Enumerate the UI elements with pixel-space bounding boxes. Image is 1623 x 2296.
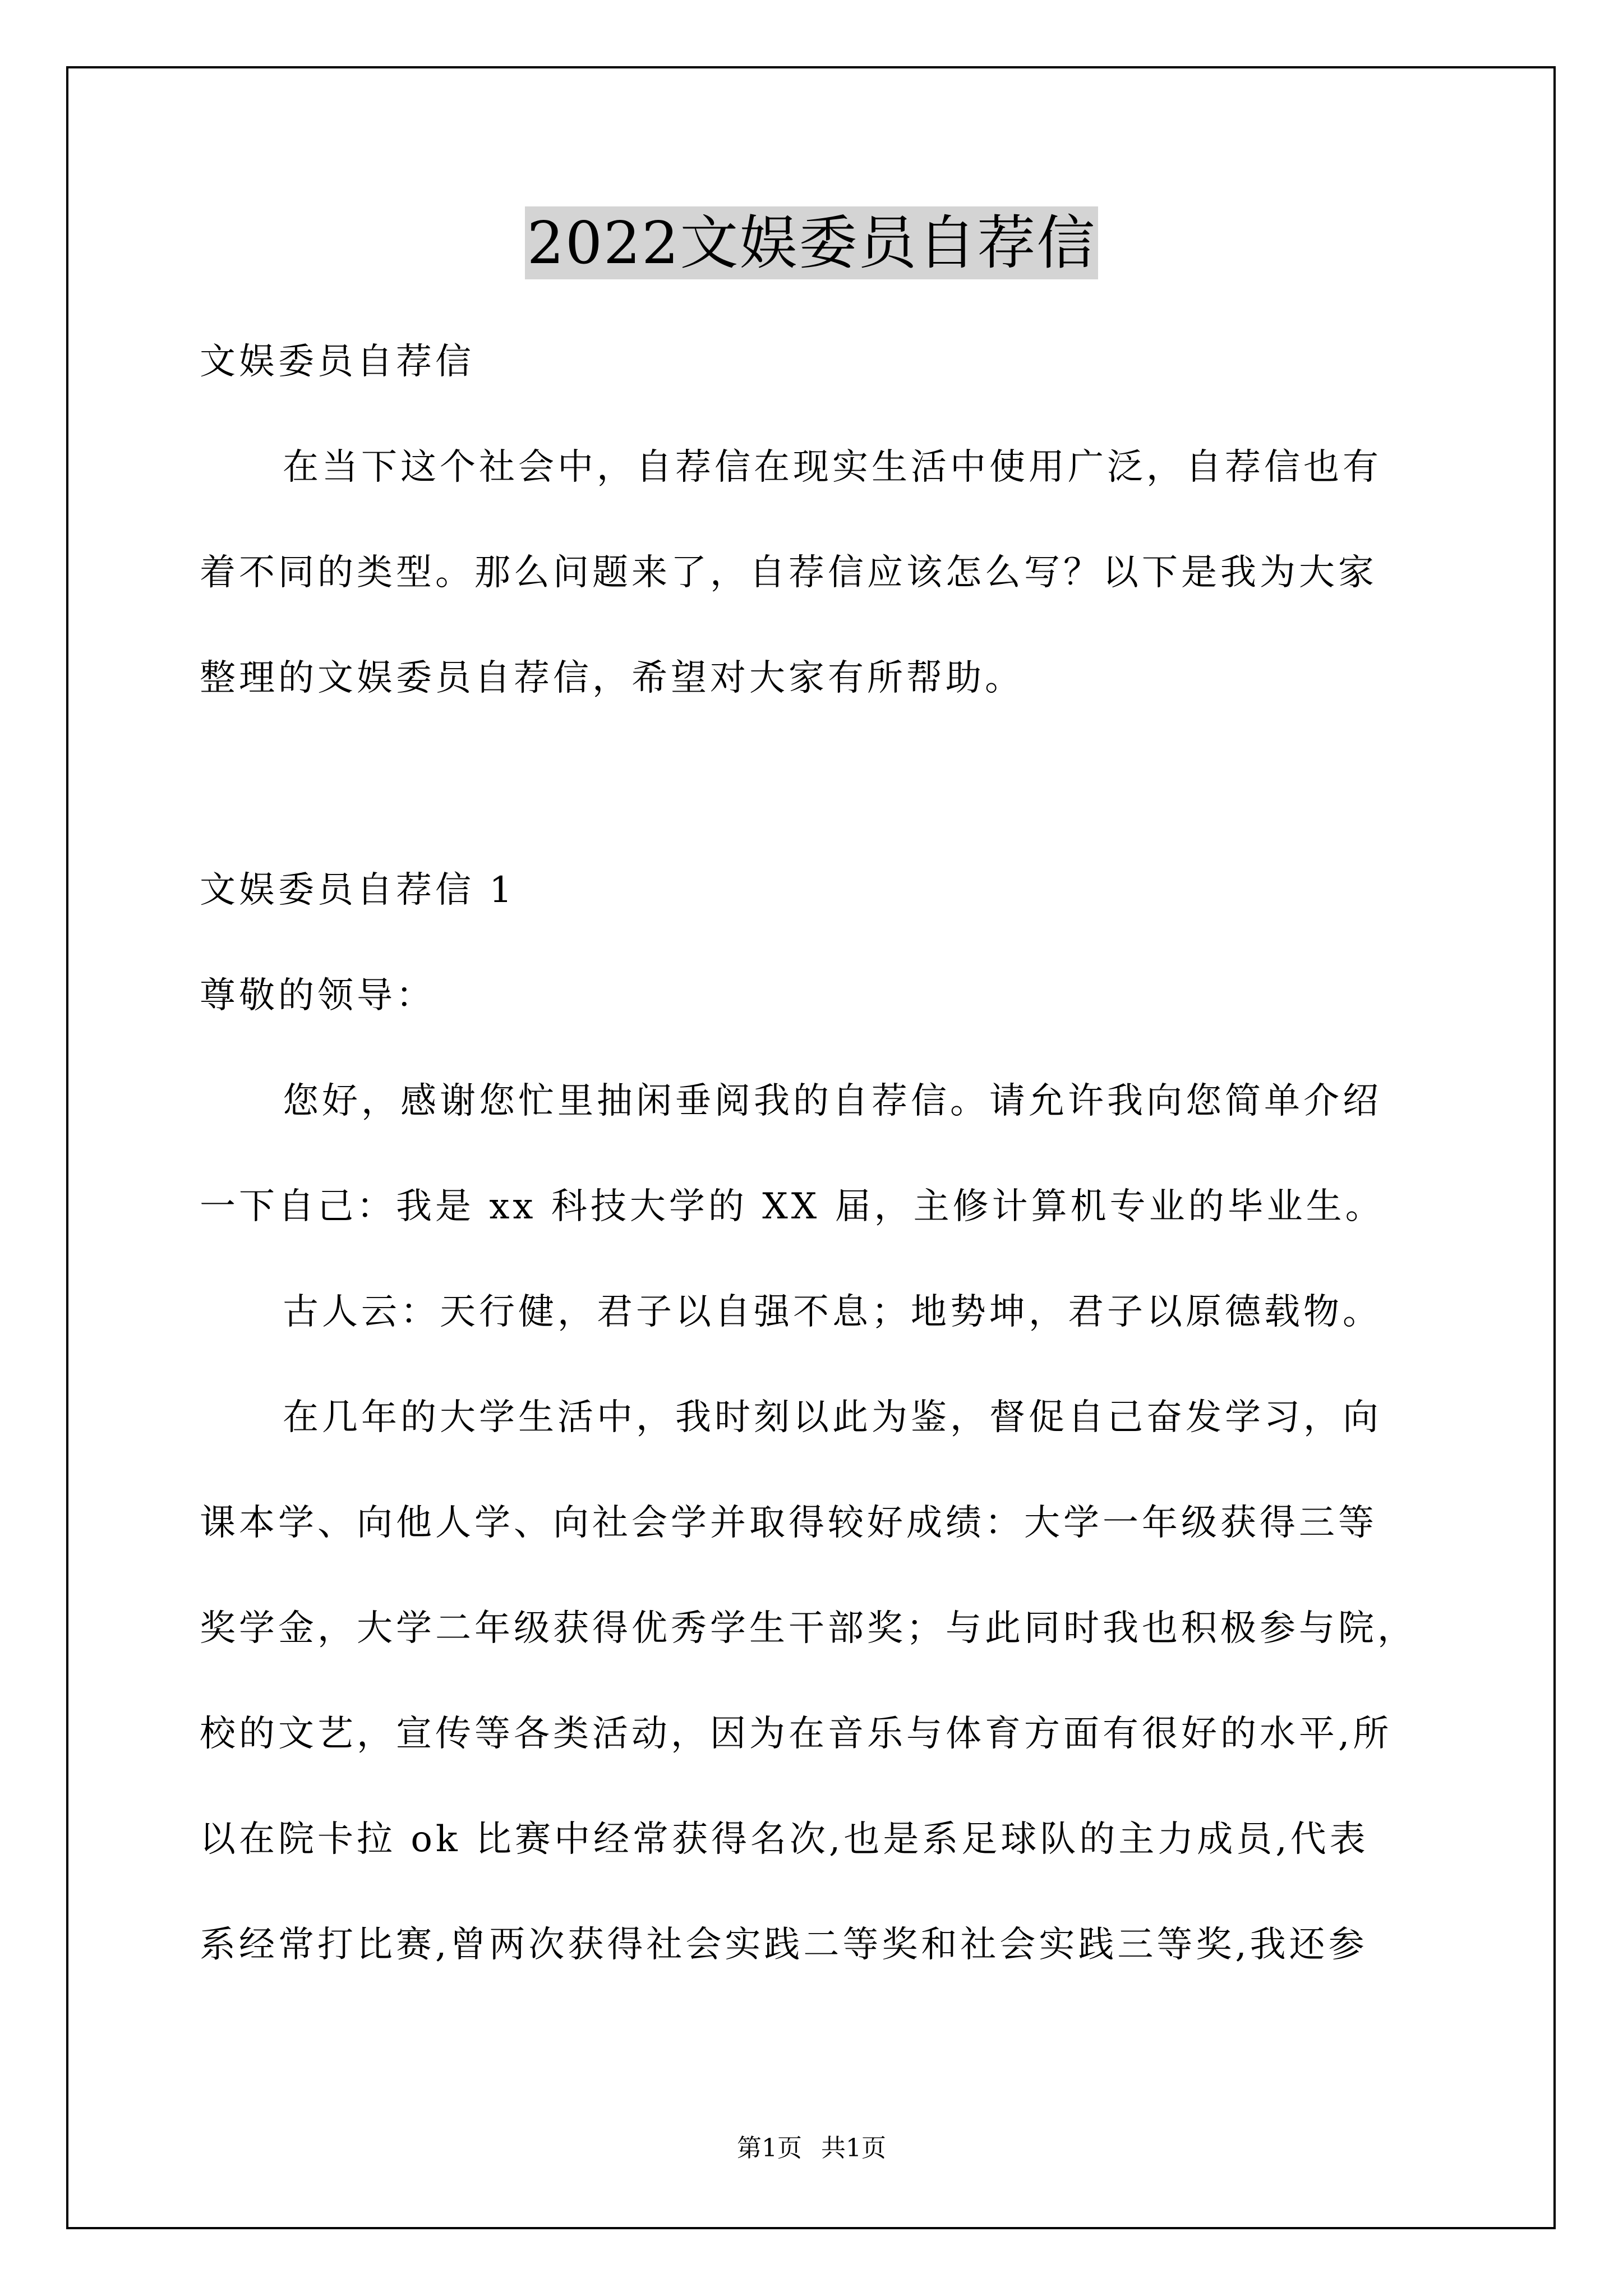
salutation-line: 尊敬的领导： (200, 975, 435, 1016)
body-line-6: 奖学金，大学二年级获得优秀学生干部奖；与此同时我也积极参与院， (200, 1608, 1417, 1649)
subtitle-line: 文娱委员自荐信 (200, 341, 474, 383)
intro-line-1: 在当下这个社会中，自荐信在现实生活中使用广泛，自荐信也有 (283, 447, 1382, 488)
page-total: 共1页 (821, 2134, 886, 2162)
title-container (0, 206, 1623, 279)
intro-line-2: 着不同的类型。那么问题来了，自荐信应该怎么写？以下是我为大家 (200, 552, 1377, 593)
body-line-5: 课本学、向他人学、向社会学并取得较好成绩：大学一年级获得三等 (200, 1502, 1377, 1544)
page-footer (0, 2132, 1623, 2165)
body-line-4: 在几年的大学生活中，我时刻以此为鉴，督促自己奋发学习，向 (283, 1397, 1382, 1438)
body-line-2: 一下自己：我是 xx 科技大学的 XX 届，主修计算机专业的毕业生。 (200, 1186, 1385, 1227)
body-line-7: 校的文艺，宣传等各类活动，因为在音乐与体育方面有很好的水平,所 (200, 1713, 1393, 1755)
page-number: 第1页 (737, 2134, 802, 2162)
document-title: 2022文娱委员自荐信 (525, 206, 1099, 279)
document-body (200, 337, 1454, 1970)
section-heading: 文娱委员自荐信 1 (200, 869, 516, 911)
body-line-8: 以在院卡拉 ok 比赛中经常获得名次,也是系足球队的主力成员,代表 (200, 1819, 1369, 1860)
body-line-3: 古人云：天行健，君子以自强不息；地势坤，君子以原德载物。 (283, 1291, 1382, 1333)
body-line-9: 系经常打比赛,曾两次获得社会实践二等奖和社会实践三等奖,我还参 (200, 1924, 1368, 1966)
intro-line-3: 整理的文娱委员自荐信，希望对大家有所帮助。 (200, 657, 1024, 699)
body-line-1: 您好，感谢您忙里抽闲垂阅我的自荐信。请允许我向您简单介绍 (283, 1080, 1382, 1122)
